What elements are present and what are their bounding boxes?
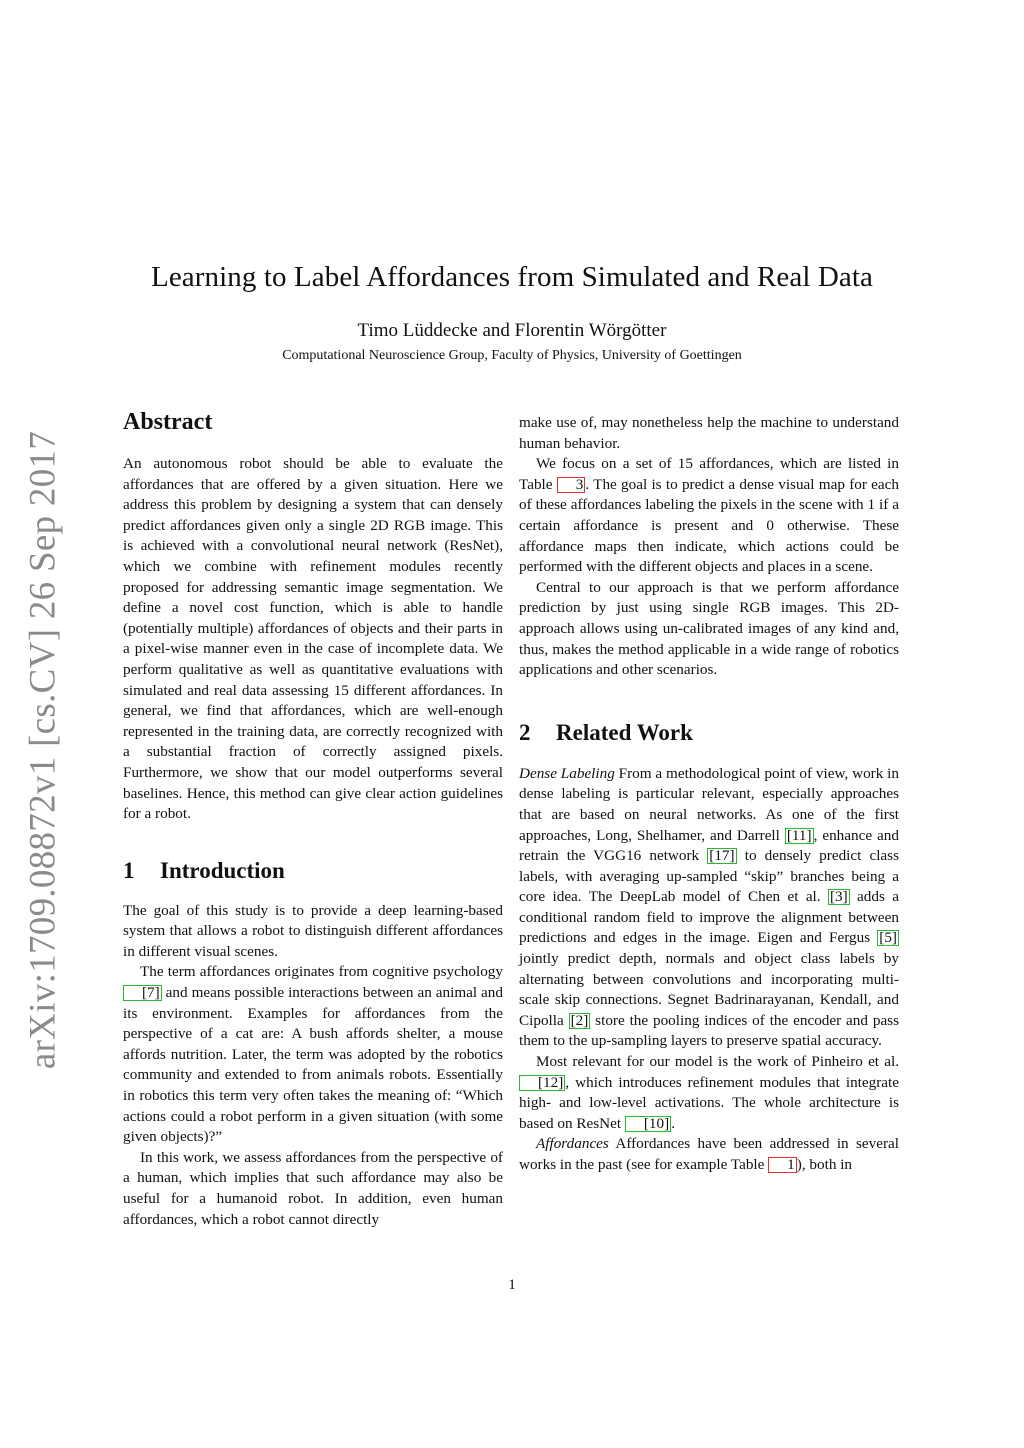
abstract-text: An autonomous robot should be able to evaluate the affordances that are offered by a given situation. Here we address this problem by designing a system that can densely predict affordances given only a single 2D RGB image. This is achieved with a convolutional neural network (ResNet), which we combine with refinement modules recently proposed for addressing semantic image segmentation. We define a novel cost function, which is able to handle (potentially multiple) affordances of objects and their parts in a pixel-wise manner even in the case of incomplete data. We perform qualitative as well as quantitative evaluations with simulated and real data assessing 15 different affordances. In general, we find that affordances, which are well-enough represented in the training data, are correctly recognized with a substantial fraction of correctly assigned pixels. Furthermore, we show that our model outperforms several baselines. Hence, this method can give clear action guidelines for a robot.	[123, 455, 503, 823]
paragraph-label: Dense Labeling	[519, 764, 615, 782]
authors: Timo Lüddecke and Florentin Wörgötter	[357, 320, 667, 341]
section-heading-introduction	[123, 856, 503, 886]
text-run: , which introduces refinement modules that integrate high- and low-level activations. The whole architecture is based on ResNet	[519, 1073, 899, 1132]
text-run: From a methodological point of view, work in dense labeling is particular relevant, especially approaches that are based on neural networks. As one of the first approaches, Long, Shelhamer, and Darrell	[519, 764, 899, 844]
citation-link[interactable]: [5]	[879, 929, 897, 947]
intro-paragraph-3: In this work, we assess affordances from the perspective of a human, which implies that such affordance may also be useful for a humanoid robot. In addition, even human affordances, which a robot cannot directly	[123, 1148, 503, 1228]
intro-paragraph-1: The goal of this study is to provide a deep learning-based system that allows a robot to distinguish different affordances in different visual scenes.	[123, 901, 503, 960]
left-column	[123, 407, 503, 1230]
text-run: The term affordances originates from cognitive psychology	[140, 963, 503, 981]
intro-paragraph-5: Central to our approach is that we perform affordance prediction by just using single RGB images. This 2D-approach allows using un-calibrated images of any kind and, thus, makes the method applicable in a wide range of robotics applications and other scenarios.	[519, 578, 899, 679]
text-run: store the pooling indices of the encoder and pass them to the up-sampling layers to preserve spatial accuracy.	[519, 1011, 899, 1050]
paper-title: Learning to Label Affordances from Simulated and Real Data	[151, 261, 873, 293]
text-run: jointly predict depth, normals and object class labels by alternating between convolutions and incorporating multi-scale skip connections. Segnet Badrinarayanan, Kendall, and Cipolla	[519, 950, 899, 1029]
table-reference-link[interactable]: 3	[557, 477, 586, 493]
paragraph-label: Affordances	[536, 1135, 609, 1153]
arxiv-stamp-text: arXiv:1709.08872v1 [cs.CV] 26 Sep 2017	[22, 430, 64, 1070]
text-run: , enhance and retrain the VGG16 network	[519, 826, 899, 865]
section-title: Related Work	[556, 719, 693, 745]
text-run: and means possible interactions between an animal and its environment. Examples for affordances from the perspective of a cat are: A bush affords shelter, a mouse affords nutrition. Later, the term was adopted by the robotics community and extended to from animals robots. Essentially in robotics this term very often takes the meaning of: “Which actions could a robot perform in a given situation (with some given objects)?”	[123, 984, 503, 1146]
text-run: to densely predict class labels, with averaging up-sampled “skip” branches being a core idea. The DeepLab model of Chen et al.	[519, 847, 899, 906]
citation-link[interactable]: [7]	[123, 985, 162, 1001]
text-run: . The goal is to predict a dense visual map for each of these affordances labeling the pixels in the scene with 1 if a certain affordance is present and 0 otherwise. These affordance maps then indicate, which actions could be performed with the different objects and places in a scene.	[519, 475, 899, 576]
related-affordances-paragraph	[519, 1134, 899, 1175]
related-dense-labeling-paragraph	[519, 764, 899, 1052]
citation-link[interactable]: [17]	[709, 847, 735, 865]
abstract-heading: Abstract	[123, 409, 213, 435]
right-column	[519, 413, 899, 1176]
text-run: Affordances have been addressed in several works in the past (see for example Table	[519, 1135, 899, 1173]
section-number: 2	[519, 719, 531, 745]
citation-link[interactable]: [3]	[829, 888, 848, 906]
citation-link[interactable]: [2]	[570, 1011, 589, 1029]
table-reference-link[interactable]: 1	[768, 1157, 797, 1173]
text-run: Most relevant for our model is the work of Pinheiro et al.	[536, 1053, 899, 1071]
section-heading-related-work	[519, 718, 899, 748]
arxiv-stamp	[20, 430, 66, 1070]
citation-link[interactable]: [10]	[625, 1116, 671, 1132]
intro-paragraph-3-continued: make use of, may nonetheless help the machine to understand human behavior.	[519, 414, 899, 452]
affiliation: Computational Neuroscience Group, Faculty of Physics, University of Goettingen	[282, 348, 742, 363]
text-run: We focus on a set of 15 affordances, which are listed in Table	[519, 455, 899, 493]
intro-paragraph-2	[123, 962, 503, 1147]
section-title: Introduction	[160, 857, 285, 883]
section-number: 1	[123, 857, 135, 883]
citation-link[interactable]: [11]	[786, 826, 812, 844]
text-run: .	[671, 1114, 675, 1132]
page-number: 1	[508, 1277, 516, 1293]
related-most-relevant-paragraph	[519, 1052, 899, 1134]
intro-paragraph-4	[519, 454, 899, 578]
text-run: ), both in	[796, 1156, 853, 1173]
text-run: adds a conditional random field to improve the alignment between predictions and edges in the image. Eigen and Fergus	[519, 888, 899, 947]
citation-link[interactable]: [12]	[519, 1075, 565, 1091]
